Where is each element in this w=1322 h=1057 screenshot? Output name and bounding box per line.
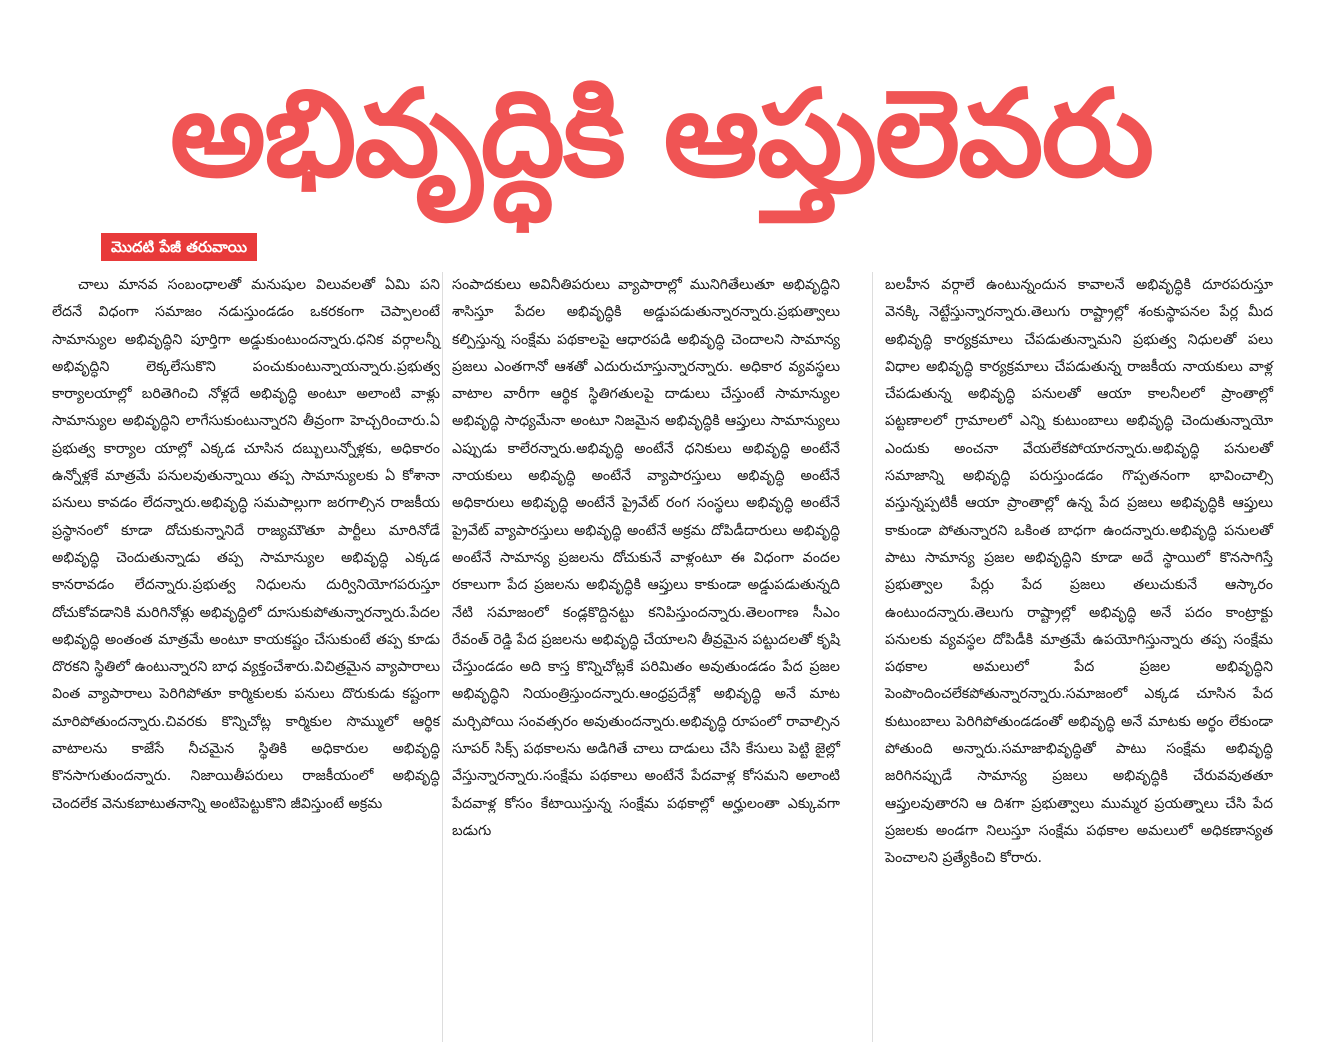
article-paragraph: చాలు మానవ సంబంధాలతో మనుషుల విలువలతో ఏమి పని లేదనే విధంగా సమాజం నడుస్తుండడం ఒకరకంగా చెప్పాలంటే సామాన్యుల అభివృద్ధిని పూర్తిగా అడ్డుకుంటుందన్నారు.ధనిక వర్గాలన్నీ అభివృద్ధిని లెక్కలేసుకొని పంచుకుంటున్నాయన్నారు.ప్రభుత్వ కార్యాలయాల్లో బరితెగించి నోళ్లదే అభివృద్ధి అంటూ అలాంటి వాళ్లు సామాన్యుల అభివృద్ధిని లాగేసుకుంటున్నారని తీవ్రంగా హెచ్చరించారు.ఏ ప్రభుత్వ కార్యాల యాల్లో ఎక్కడ చూసిన దబ్బులున్నోళ్లకు, అధికారం ఉన్నోళ్లకే మాత్రమే పనులవుతున్నాయి తప్ప సామాన్యులకు ఏ కోశానా పనులు కావడం లేదన్నారు.అభివృద్ధి సమపాల్లుగా జరగాల్సిన రాజకీయ ప్రస్థానంలో కూడా దోచుకున్నానిదే రాజ్యమౌతూ పార్టీలు మారినోడే అభివృద్ధి చెందుతున్నాడు తప్ప సామాన్యుల అభివృద్ధి ఎక్కడ కానరావడం లేదన్నారు.ప్రభుత్వ నిధులను దుర్వినియోగపరుస్తూ దోచుకోవడానికి మరిగినోళ్లు అభివృద్ధిలో దూసుకుపోతున్నారన్నారు.పేదల అభివృద్ధి అంతంత మాత్రమే అంటూ కాయకష్టం చేసుకుంటే తప్ప కూడు దొరకని స్థితిలో ఉంటున్నారని బాధ వ్యక్తంచేశారు.విచిత్రమైన వ్యాపారాలు వింత వ్యాపారాలు పెరిగిపోతూ కార్మికులకు పనులు దొరుకుడు కష్టంగా మారిపోతుందన్నారు.చివరకు కొన్నిచోట్ల కార్మికుల సొమ్ములో ఆర్థిక వాటాలను కాజేసే నీచమైన స్థితికి అధికారుల అభివృద్ధి కొనసాగుతుందన్నారు. నిజాయితీపరులు రాజకీయంలో అభివృద్ధి చెందలేక వెనుకబాటుతనాన్ని అంటిపెట్టుకొని జీవిస్తుంటే అక్రమ [52,277,440,812]
headline-banner [20,40,1302,245]
column-divider [442,272,443,1042]
article-column-1 [52,272,440,818]
continued-from-front-page-tag: మొదటి పేజీ తరువాయి [101,233,257,261]
article-paragraph: సంపాదకులు అవినీతిపరులు వ్యాపారాల్లో మునిగితేలుతూ అభివృద్ధిని శాసిస్తూ పేదల అభివృద్ధికి అడ్డుపడుతున్నారన్నారు.ప్రభుత్వాలు కల్పిస్తున్న సంక్షేమ పథకాలపై ఆధారపడి అభివృద్ధి చెందాలని సామాన్య ప్రజలు ఎంతగానో ఆశతో ఎదురుచూస్తున్నారన్నారు. అధికార వ్యవస్థలు వాటాల వారీగా ఆర్థిక స్థితిగతులపై దాడులు చేస్తుంటే సామాన్యుల అభివృద్ధి సాధ్యమేనా అంటూ నిజమైన అభివృద్ధికి ఆప్తులు సామాన్యులు ఎప్పుడు కాలేరన్నారు.అభివృద్ధి అంటేనే ధనికులు అభివృద్ధి అంటేనే నాయకులు అభివృద్ధి అంటేనే వ్యాపారస్తులు అభివృద్ధి అంటేనే అధికారులు అభివృద్ధి అంటేనే ప్రైవేట్ రంగ సంస్థలు అభివృద్ధి అంటేనే ప్రైవేట్ వ్యాపారస్తులు అభివృద్ధి అంటేనే అక్రమ దోపిడీదారులు అభివృద్ధి అంటేనే సామాన్య ప్రజలను దోచుకునే వాళ్లంటూ ఈ విధంగా వందల రకాలుగా పేద ప్రజలను అభివృద్ధికి ఆప్తులు కాకుండా అడ్డుపడుతున్నది నేటి సమాజంలో కండ్లకొద్దినట్టు కనిపిస్తుందన్నారు.తెలంగాణ సీఎం రేవంత్ రెడ్డి పేద ప్రజలను అభివృద్ధి చేయాలని తీవ్రమైన పట్టుదలతో కృషి చేస్తుండడం అది కాస్త కొన్నిచోట్లకే పరిమితం అవుతుండడం పేద ప్రజల అభివృద్ధిని నియంత్రిస్తుందన్నారు.ఆంధ్రప్రదేశ్లో అభివృద్ధి అనే మాట మర్చిపోయి సంవత్సరం అవుతుందన్నారు.అభివృద్ధి రూపంలో రావాల్సిన సూపర్ సిక్స్ పథకాలను అడిగితే చాలు దాడులు చేసి కేసులు పెట్టి జైల్లో వేస్తున్నారన్నారు.సంక్షేమ పథకాలు అంటేనే పేదవాళ్ల కోసమని అలాంటి పేదవాళ్ల కోసం కేటాయిస్తున్న సంక్షేమ పథకాల్లో అర్హులంతా ఎక్కువగా బడుగు [452,277,840,839]
headline-text: అభివృద్ధికి ఆప్తులెవరు [169,65,1153,204]
article-column-2 [452,272,840,845]
column-divider [872,272,873,1042]
article-paragraph: బలహీన వర్గాలే ఉంటున్నందున కావాలనే అభివృద్ధికి దూరపరుస్తూ వెనక్కి నెట్టేస్తున్నారన్నారు.తెలుగు రాష్ట్రాల్లో శంకుస్థాపనల పేర్ల మీద అభివృద్ధి కార్యక్రమాలు చేపడుతున్నామని ప్రభుత్వ నిధులతో పలు విధాల అభివృద్ధి కార్యక్రమాలు చేపడుతున్న రాజకీయ నాయకులు వాళ్ల చేపడుతున్న అభివృద్ధి పనులతో ఆయా కాలనీలలో ప్రాంతాల్లో పట్టణాలలో గ్రామాలలో ఎన్ని కుటుంబాలు అభివృద్ధి చెందుతున్నాయో ఎందుకు అంచనా వేయలేకపోయారన్నారు.అభివృద్ధి పనులతో సమాజాన్ని అభివృద్ధి పరుస్తుండడం గొప్పతనంగా భావించాల్సి వస్తున్నప్పటికీ ఆయా ప్రాంతాల్లో ఉన్న పేద ప్రజలు అభివృద్ధికి ఆప్తులు కాకుండా పోతున్నారని ఒకింత బాధగా ఉందన్నారు.అభివృద్ధి పనులతో పాటు సామాన్య ప్రజల అభివృద్ధిని కూడా అదే స్థాయిలో కొనసాగిస్తే ప్రభుత్వాల పేర్లు పేద ప్రజలు తలుచుకునే ఆస్కారం ఉంటుందన్నారు.తెలుగు రాష్ట్రాల్లో అభివృద్ధి అనే పదం కాంట్రాక్టు పనులకు వ్యవస్థల దోపిడీకి మాత్రమే ఉపయోగిస్తున్నారు తప్ప సంక్షేమ పథకాల అమలులో పేద ప్రజల అభివృద్ధిని పెంపొందించలేకపోతున్నారన్నారు.సమాజంలో ఎక్కడ చూసిన పేద కుటుంబాలు పెరిగిపోతుండడంతో అభివృద్ధి అనే మాటకు అర్థం లేకుండా పోతుంది అన్నారు.సమాజాభివృద్ధితో పాటు సంక్షేమ అభివృద్ధి జరిగినప్పుడే సామాన్య ప్రజలు అభివృద్ధికి చేరువవుతతూ ఆప్తులవుతారని ఆ దిశగా ప్రభుత్వాలు ముమ్మర ప్రయత్నాలు చేసి పేద ప్రజలకు అండగా నిలుస్తూ సంక్షేమ పథకాల అమలులో అధికణాన్యత పెంచాలని ప్రత్యేకించి కోరారు. [885,277,1273,867]
article-column-3 [885,272,1273,873]
